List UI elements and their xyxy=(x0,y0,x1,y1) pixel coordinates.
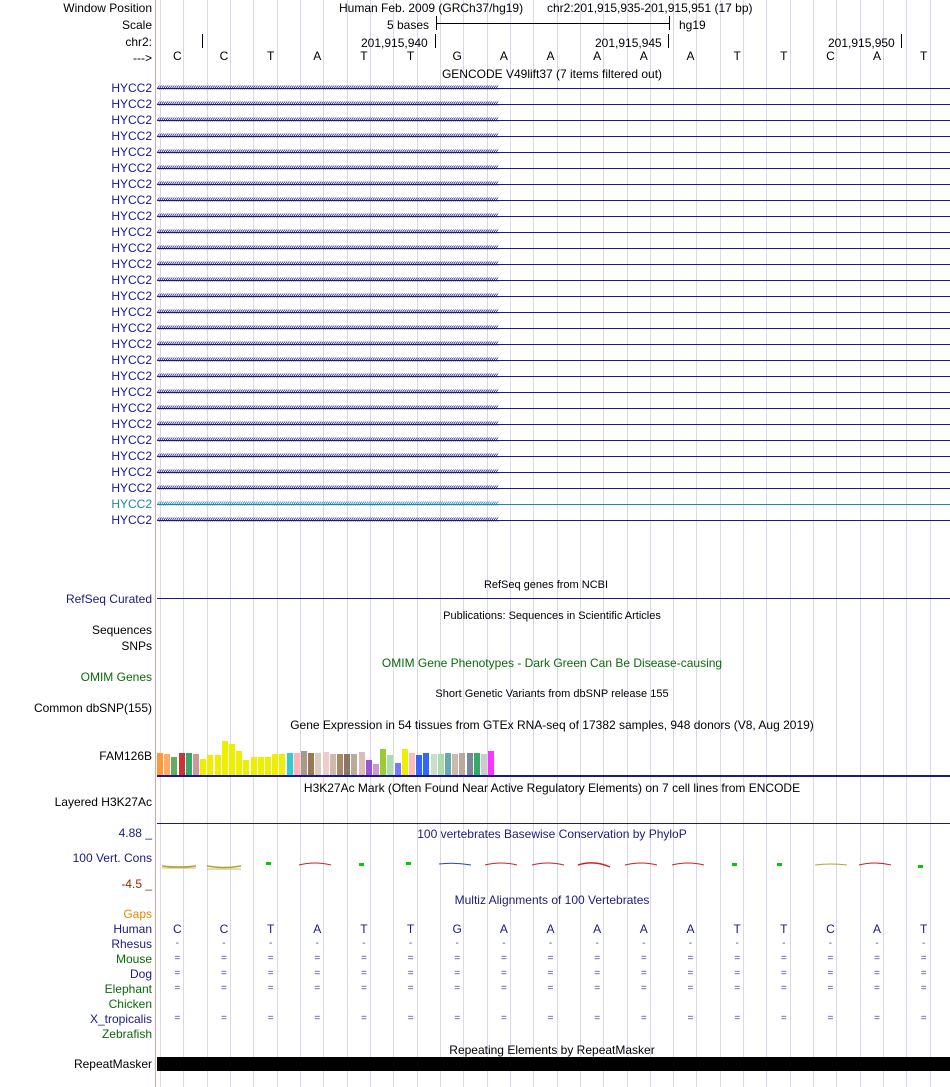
gencode-gene-label[interactable]: HYCC2 xyxy=(111,417,152,431)
gencode-gene-label[interactable]: HYCC2 xyxy=(111,401,152,415)
gtex-bar[interactable] xyxy=(481,754,487,775)
multiz-base: = xyxy=(920,1013,927,1024)
multiz-base: - xyxy=(782,938,786,949)
multiz-base: A xyxy=(686,922,695,936)
multiz-base: - xyxy=(502,938,506,949)
gencode-gene-label[interactable]: HYCC2 xyxy=(111,209,152,223)
multiz-base: A xyxy=(546,922,555,936)
multiz-base: = xyxy=(361,968,367,979)
gtex-bar[interactable] xyxy=(387,755,393,775)
multiz-species-label[interactable]: Mouse xyxy=(115,952,152,966)
multiz-base: T xyxy=(266,922,275,936)
multiz-base: = xyxy=(920,953,927,964)
gtex-bar[interactable] xyxy=(265,757,271,775)
multiz-base: C xyxy=(826,922,835,936)
repeatmasker-label[interactable]: RepeatMasker xyxy=(73,1057,152,1071)
base-letter: T xyxy=(360,49,368,63)
multiz-base: = xyxy=(314,1013,321,1024)
multiz-base: = xyxy=(734,968,741,979)
base-letter: T xyxy=(780,49,788,63)
gencode-transcript[interactable]: ‹‹‹‹‹‹‹‹‹‹‹‹‹‹‹‹‹‹‹‹‹‹‹‹‹‹‹‹‹‹‹‹‹‹‹‹‹‹‹‹‹‹‹‹‹‹‹‹‹‹‹‹‹‹‹‹‹‹‹‹‹‹‹‹‹‹‹‹‹‹‹‹‹‹‹‹‹‹‹‹‹‹‹‹‹‹‹‹‹‹‹‹‹‹‹‹‹‹‹‹‹‹‹‹‹‹‹‹‹‹‹‹‹‹‹‹‹‹‹‹‹‹‹‹‹‹‹‹‹‹‹‹‹‹‹‹‹‹‹‹‹‹‹‹‹‹‹‹‹‹‹‹‹‹‹‹‹‹‹‹ xyxy=(157,450,950,462)
multiz-base: = xyxy=(361,953,367,964)
multiz-base: = xyxy=(874,1013,880,1024)
gencode-transcript[interactable]: ‹‹‹‹‹‹‹‹‹‹‹‹‹‹‹‹‹‹‹‹‹‹‹‹‹‹‹‹‹‹‹‹‹‹‹‹‹‹‹‹‹‹‹‹‹‹‹‹‹‹‹‹‹‹‹‹‹‹‹‹‹‹‹‹‹‹‹‹‹‹‹‹‹‹‹‹‹‹‹‹‹‹‹‹‹‹‹‹‹‹‹‹‹‹‹‹‹‹‹‹‹‹‹‹‹‹‹‹‹‹‹‹‹‹‹‹‹‹‹‹‹‹‹‹‹‹‹‹‹‹‹‹‹‹‹‹‹‹‹‹‹‹‹‹‹‹‹‹‹‹‹‹‹‹‹‹‹‹‹‹ xyxy=(157,146,950,158)
multiz-base: - xyxy=(922,938,926,949)
multiz-base: - xyxy=(175,938,179,949)
multiz-base: = xyxy=(500,1013,507,1024)
base-letter: A xyxy=(499,49,508,63)
gtex-bar[interactable] xyxy=(395,763,401,775)
coord-tick xyxy=(668,34,669,48)
multiz-base: = xyxy=(407,968,414,979)
multiz-base: - xyxy=(222,938,226,949)
multiz-base: = xyxy=(687,968,694,979)
multiz-base: = xyxy=(640,1013,647,1024)
multiz-base: = xyxy=(547,1013,554,1024)
chrom-label: chr2: xyxy=(125,35,152,49)
multiz-base: - xyxy=(268,938,273,949)
gencode-gene-label[interactable]: HYCC2 xyxy=(111,177,152,191)
multiz-species-label[interactable]: Dog xyxy=(129,967,152,981)
gencode-transcript[interactable]: ‹‹‹‹‹‹‹‹‹‹‹‹‹‹‹‹‹‹‹‹‹‹‹‹‹‹‹‹‹‹‹‹‹‹‹‹‹‹‹‹‹‹‹‹‹‹‹‹‹‹‹‹‹‹‹‹‹‹‹‹‹‹‹‹‹‹‹‹‹‹‹‹‹‹‹‹‹‹‹‹‹‹‹‹‹‹‹‹‹‹‹‹‹‹‹‹‹‹‹‹‹‹‹‹‹‹‹‹‹‹‹‹‹‹‹‹‹‹‹‹‹‹‹‹‹‹‹‹‹‹‹‹‹‹‹‹‹‹‹‹‹‹‹‹‹‹‹‹‹‹‹‹‹‹‹‹‹‹‹‹ xyxy=(157,370,950,382)
gencode-transcript[interactable]: ‹‹‹‹‹‹‹‹‹‹‹‹‹‹‹‹‹‹‹‹‹‹‹‹‹‹‹‹‹‹‹‹‹‹‹‹‹‹‹‹‹‹‹‹‹‹‹‹‹‹‹‹‹‹‹‹‹‹‹‹‹‹‹‹‹‹‹‹‹‹‹‹‹‹‹‹‹‹‹‹‹‹‹‹‹‹‹‹‹‹‹‹‹‹‹‹‹‹‹‹‹‹‹‹‹‹‹‹‹‹‹‹‹‹‹‹‹‹‹‹‹‹‹‹‹‹‹‹‹‹‹‹‹‹‹‹‹‹‹‹‹‹‹‹‹‹‹‹‹‹‹‹‹‹‹‹‹‹‹‹ xyxy=(157,162,950,174)
repeatmasker-block[interactable] xyxy=(157,1057,950,1071)
gencode-transcript[interactable]: ‹‹‹‹‹‹‹‹‹‹‹‹‹‹‹‹‹‹‹‹‹‹‹‹‹‹‹‹‹‹‹‹‹‹‹‹‹‹‹‹‹‹‹‹‹‹‹‹‹‹‹‹‹‹‹‹‹‹‹‹‹‹‹‹‹‹‹‹‹‹‹‹‹‹‹‹‹‹‹‹‹‹‹‹‹‹‹‹‹‹‹‹‹‹‹‹‹‹‹‹‹‹‹‹‹‹‹‹‹‹‹‹‹‹‹‹‹‹‹‹‹‹‹‹‹‹‹‹‹‹‹‹‹‹‹‹‹‹‹‹‹‹‹‹‹‹‹‹‹‹‹‹‹‹‹‹‹‹‹‹ xyxy=(157,194,950,206)
gtex-bar[interactable] xyxy=(323,752,329,775)
multiz-gaps-label[interactable]: Gaps xyxy=(123,907,152,921)
multiz-base: = xyxy=(874,968,880,979)
gtex-bar[interactable] xyxy=(359,752,365,775)
gtex-bar[interactable] xyxy=(452,754,458,775)
gtex-bar[interactable] xyxy=(279,754,285,775)
gtex-bar[interactable] xyxy=(207,755,213,775)
gencode-title[interactable]: GENCODE V49lift37 (7 items filtered out) xyxy=(441,67,663,81)
multiz-base: = xyxy=(594,983,601,994)
base-letter: T xyxy=(266,49,275,63)
gencode-transcript[interactable]: ‹‹‹‹‹‹‹‹‹‹‹‹‹‹‹‹‹‹‹‹‹‹‹‹‹‹‹‹‹‹‹‹‹‹‹‹‹‹‹‹‹‹‹‹‹‹‹‹‹‹‹‹‹‹‹‹‹‹‹‹‹‹‹‹‹‹‹‹‹‹‹‹‹‹‹‹‹‹‹‹‹‹‹‹‹‹‹‹‹‹‹‹‹‹‹‹‹‹‹‹‹‹‹‹‹‹‹‹‹‹‹‹‹‹‹‹‹‹‹‹‹‹‹‹‹‹‹‹‹‹‹‹‹‹‹‹‹‹‹‹‹‹‹‹‹‹‹‹‹‹‹‹‹‹‹‹‹‹‹‹ xyxy=(157,290,950,302)
multiz-base: = xyxy=(827,1013,834,1024)
multiz-base: - xyxy=(362,938,366,949)
gtex-bar[interactable] xyxy=(157,753,163,775)
multiz-base: = xyxy=(454,968,461,979)
base-letter: T xyxy=(733,49,741,63)
gencode-gene-label[interactable]: HYCC2 xyxy=(111,113,152,127)
gencode-gene-label[interactable]: HYCC2 xyxy=(111,337,152,351)
coord-tick xyxy=(435,34,436,48)
multiz-base: A xyxy=(639,922,648,936)
gtex-bar[interactable] xyxy=(344,754,350,775)
gtex-bar[interactable] xyxy=(258,757,264,775)
publications-title[interactable]: Publications: Sequences in Scientific Articles xyxy=(443,610,661,622)
multiz-base: = xyxy=(407,953,414,964)
multiz-base: = xyxy=(267,983,274,994)
base-letter: T xyxy=(406,49,415,63)
gtex-bar[interactable] xyxy=(474,753,480,775)
multiz-base: = xyxy=(594,968,601,979)
multiz-base: = xyxy=(687,953,694,964)
gencode-gene-label[interactable]: HYCC2 xyxy=(111,289,152,303)
multiz-base: = xyxy=(640,953,647,964)
multiz-base: A xyxy=(873,922,882,936)
multiz-species-label[interactable]: Human xyxy=(113,922,152,936)
gtex-bar[interactable] xyxy=(308,753,314,775)
multiz-base: = xyxy=(361,983,367,994)
gencode-transcript[interactable]: ‹‹‹‹‹‹‹‹‹‹‹‹‹‹‹‹‹‹‹‹‹‹‹‹‹‹‹‹‹‹‹‹‹‹‹‹‹‹‹‹‹‹‹‹‹‹‹‹‹‹‹‹‹‹‹‹‹‹‹‹‹‹‹‹‹‹‹‹‹‹‹‹‹‹‹‹‹‹‹‹‹‹‹‹‹‹‹‹‹‹‹‹‹‹‹‹‹‹‹‹‹‹‹‹‹‹‹‹‹‹‹‹‹‹‹‹‹‹‹‹‹‹‹‹‹‹‹‹‹‹‹‹‹‹‹‹‹‹‹‹‹‹‹‹‹‹‹‹‹‹‹‹‹‹‹‹‹‹‹‹ xyxy=(157,210,950,222)
gtex-bar[interactable] xyxy=(467,753,473,775)
gencode-transcript[interactable]: ‹‹‹‹‹‹‹‹‹‹‹‹‹‹‹‹‹‹‹‹‹‹‹‹‹‹‹‹‹‹‹‹‹‹‹‹‹‹‹‹‹‹‹‹‹‹‹‹‹‹‹‹‹‹‹‹‹‹‹‹‹‹‹‹‹‹‹‹‹‹‹‹‹‹‹‹‹‹‹‹‹‹‹‹‹‹‹‹‹‹‹‹‹‹‹‹‹‹‹‹‹‹‹‹‹‹‹‹‹‹‹‹‹‹‹‹‹‹‹‹‹‹‹‹‹‹‹‹‹‹‹‹‹‹‹‹‹‹‹‹‹‹‹‹‹‹‹‹‹‹‹‹‹‹‹‹‹‹‹‹ xyxy=(157,434,950,446)
multiz-base: = xyxy=(267,953,274,964)
base-letter: A xyxy=(686,49,695,63)
gtex-bar[interactable] xyxy=(287,753,293,775)
h3k27ac-title[interactable]: H3K27Ac Mark (Often Found Near Active Regulatory Elements) on 7 cell lines from ENCODE xyxy=(303,781,801,795)
gtex-bar[interactable] xyxy=(402,749,408,775)
dbsnp-label[interactable]: Common dbSNP(155) xyxy=(33,701,152,715)
gtex-bar[interactable] xyxy=(164,754,170,775)
multiz-base: = xyxy=(174,983,181,994)
gencode-gene-label[interactable]: HYCC2 xyxy=(111,385,152,399)
gtex-bar[interactable] xyxy=(301,751,307,775)
gtex-bar[interactable] xyxy=(366,760,372,775)
gencode-gene-label[interactable]: HYCC2 xyxy=(111,81,152,95)
gencode-transcript[interactable]: ‹‹‹‹‹‹‹‹‹‹‹‹‹‹‹‹‹‹‹‹‹‹‹‹‹‹‹‹‹‹‹‹‹‹‹‹‹‹‹‹‹‹‹‹‹‹‹‹‹‹‹‹‹‹‹‹‹‹‹‹‹‹‹‹‹‹‹‹‹‹‹‹‹‹‹‹‹‹‹‹‹‹‹‹‹‹‹‹‹‹‹‹‹‹‹‹‹‹‹‹‹‹‹‹‹‹‹‹‹‹‹‹‹‹‹‹‹‹‹‹‹‹‹‹‹‹‹‹‹‹‹‹‹‹‹‹‹‹‹‹‹‹‹‹‹‹‹‹‹‹‹‹‹‹‹‹‹‹‹‹ xyxy=(157,386,950,398)
gtex-bar[interactable] xyxy=(193,754,199,775)
multiz-base: - xyxy=(735,938,739,949)
multiz-base: = xyxy=(407,983,414,994)
multiz-base: = xyxy=(827,983,834,994)
multiz-base: = xyxy=(920,968,927,979)
gencode-gene-label[interactable]: HYCC2 xyxy=(111,497,152,511)
multiz-base: = xyxy=(780,953,787,964)
omim-label[interactable]: OMIM Genes xyxy=(80,670,152,684)
multiz-base: = xyxy=(734,1013,741,1024)
multiz-base: T xyxy=(360,922,368,936)
gtex-bar[interactable] xyxy=(200,759,206,775)
gtex-bar[interactable] xyxy=(409,753,415,775)
gencode-gene-label[interactable]: HYCC2 xyxy=(111,97,152,111)
multiz-base: = xyxy=(314,968,321,979)
multiz-base: = xyxy=(920,983,927,994)
multiz-base: = xyxy=(594,1013,601,1024)
multiz-base: = xyxy=(547,953,554,964)
gencode-gene-label[interactable]: HYCC2 xyxy=(111,305,152,319)
multiz-species-label[interactable]: Chicken xyxy=(108,997,152,1011)
gencode-transcript[interactable]: ‹‹‹‹‹‹‹‹‹‹‹‹‹‹‹‹‹‹‹‹‹‹‹‹‹‹‹‹‹‹‹‹‹‹‹‹‹‹‹‹‹‹‹‹‹‹‹‹‹‹‹‹‹‹‹‹‹‹‹‹‹‹‹‹‹‹‹‹‹‹‹‹‹‹‹‹‹‹‹‹‹‹‹‹‹‹‹‹‹‹‹‹‹‹‹‹‹‹‹‹‹‹‹‹‹‹‹‹‹‹‹‹‹‹‹‹‹‹‹‹‹‹‹‹‹‹‹‹‹‹‹‹‹‹‹‹‹‹‹‹‹‹‹‹‹‹‹‹‹‹‹‹‹‹‹‹‹‹‹‹ xyxy=(157,482,950,494)
gtex-bar[interactable] xyxy=(222,741,228,775)
gencode-transcript[interactable]: ‹‹‹‹‹‹‹‹‹‹‹‹‹‹‹‹‹‹‹‹‹‹‹‹‹‹‹‹‹‹‹‹‹‹‹‹‹‹‹‹‹‹‹‹‹‹‹‹‹‹‹‹‹‹‹‹‹‹‹‹‹‹‹‹‹‹‹‹‹‹‹‹‹‹‹‹‹‹‹‹‹‹‹‹‹‹‹‹‹‹‹‹‹‹‹‹‹‹‹‹‹‹‹‹‹‹‹‹‹‹‹‹‹‹‹‹‹‹‹‹‹‹‹‹‹‹‹‹‹‹‹‹‹‹‹‹‹‹‹‹‹‹‹‹‹‹‹‹‹‹‹‹‹‹‹‹‹‹‹‹ xyxy=(157,354,950,366)
gencode-gene-label[interactable]: HYCC2 xyxy=(111,273,152,287)
multiz-base: C xyxy=(172,922,182,936)
multiz-base: = xyxy=(780,1013,787,1024)
gencode-transcript[interactable]: ‹‹‹‹‹‹‹‹‹‹‹‹‹‹‹‹‹‹‹‹‹‹‹‹‹‹‹‹‹‹‹‹‹‹‹‹‹‹‹‹‹‹‹‹‹‹‹‹‹‹‹‹‹‹‹‹‹‹‹‹‹‹‹‹‹‹‹‹‹‹‹‹‹‹‹‹‹‹‹‹‹‹‹‹‹‹‹‹‹‹‹‹‹‹‹‹‹‹‹‹‹‹‹‹‹‹‹‹‹‹‹‹‹‹‹‹‹‹‹‹‹‹‹‹‹‹‹‹‹‹‹‹‹‹‹‹‹‹‹‹‹‹‹‹‹‹‹‹‹‹‹‹‹‹‹‹‹‹‹‹ xyxy=(157,306,950,318)
refseq-label[interactable]: RefSeq Curated xyxy=(65,592,152,606)
gtex-bar[interactable] xyxy=(229,744,235,775)
multiz-base: = xyxy=(547,968,554,979)
multiz-base: = xyxy=(407,1013,414,1024)
scale-db: hg19 xyxy=(679,18,706,32)
multiz-base: T xyxy=(780,922,788,936)
gtex-bar[interactable] xyxy=(294,753,300,775)
gencode-gene-label[interactable]: HYCC2 xyxy=(111,145,152,159)
multiz-base: = xyxy=(500,953,507,964)
gencode-transcript[interactable]: ‹‹‹‹‹‹‹‹‹‹‹‹‹‹‹‹‹‹‹‹‹‹‹‹‹‹‹‹‹‹‹‹‹‹‹‹‹‹‹‹‹‹‹‹‹‹‹‹‹‹‹‹‹‹‹‹‹‹‹‹‹‹‹‹‹‹‹‹‹‹‹‹‹‹‹‹‹‹‹‹‹‹‹‹‹‹‹‹‹‹‹‹‹‹‹‹‹‹‹‹‹‹‹‹‹‹‹‹‹‹‹‹‹‹‹‹‹‹‹‹‹‹‹‹‹‹‹‹‹‹‹‹‹‹‹‹‹‹‹‹‹‹‹‹‹‹‹‹‹‹‹‹‹‹‹‹‹‹‹‹ xyxy=(157,322,950,334)
gtex-bar[interactable] xyxy=(251,757,257,775)
phylop-min: -4.5 _ xyxy=(121,877,152,891)
base-letter: A xyxy=(639,49,648,63)
multiz-base: T xyxy=(920,922,928,936)
assembly-label: Human Feb. 2009 (GRCh37/hg19) xyxy=(339,1,524,15)
gencode-transcript[interactable]: ‹‹‹‹‹‹‹‹‹‹‹‹‹‹‹‹‹‹‹‹‹‹‹‹‹‹‹‹‹‹‹‹‹‹‹‹‹‹‹‹‹‹‹‹‹‹‹‹‹‹‹‹‹‹‹‹‹‹‹‹‹‹‹‹‹‹‹‹‹‹‹‹‹‹‹‹‹‹‹‹‹‹‹‹‹‹‹‹‹‹‹‹‹‹‹‹‹‹‹‹‹‹‹‹‹‹‹‹‹‹‹‹‹‹‹‹‹‹‹‹‹‹‹‹‹‹‹‹‹‹‹‹‹‹‹‹‹‹‹‹‹‹‹‹‹‹‹‹‹‹‹‹‹‹‹‹‹‹‹‹ xyxy=(157,514,950,526)
gtex-bar[interactable] xyxy=(373,764,379,775)
multiz-base: = xyxy=(174,968,181,979)
multiz-base: = xyxy=(640,968,647,979)
multiz-base: = xyxy=(221,953,227,964)
multiz-base: = xyxy=(547,983,554,994)
omim-title[interactable]: OMIM Gene Phenotypes - Dark Green Can Be Disease-causing xyxy=(381,656,723,670)
base-letter: G xyxy=(452,49,462,63)
multiz-base: = xyxy=(640,983,647,994)
multiz-base: - xyxy=(688,938,693,949)
multiz-base: = xyxy=(221,1013,227,1024)
gencode-transcript[interactable]: ‹‹‹‹‹‹‹‹‹‹‹‹‹‹‹‹‹‹‹‹‹‹‹‹‹‹‹‹‹‹‹‹‹‹‹‹‹‹‹‹‹‹‹‹‹‹‹‹‹‹‹‹‹‹‹‹‹‹‹‹‹‹‹‹‹‹‹‹‹‹‹‹‹‹‹‹‹‹‹‹‹‹‹‹‹‹‹‹‹‹‹‹‹‹‹‹‹‹‹‹‹‹‹‹‹‹‹‹‹‹‹‹‹‹‹‹‹‹‹‹‹‹‹‹‹‹‹‹‹‹‹‹‹‹‹‹‹‹‹‹‹‹‹‹‹‹‹‹‹‹‹‹‹‹‹‹‹‹‹‹ xyxy=(157,242,950,254)
multiz-base: = xyxy=(454,953,461,964)
gtex-bar[interactable] xyxy=(315,753,321,775)
phylop-graph[interactable] xyxy=(157,855,950,875)
gtex-label[interactable]: FAM126B xyxy=(99,749,152,763)
gencode-gene-label[interactable]: HYCC2 xyxy=(111,433,152,447)
multiz-base: T xyxy=(406,922,415,936)
multiz-base: - xyxy=(595,938,599,949)
scale-bar-right xyxy=(669,16,670,30)
gtex-title[interactable]: Gene Expression in 54 tissues from GTEx RNA-seq of 17382 samples, 948 donors (V8, Aug 2019) xyxy=(290,718,814,732)
multiz-base: = xyxy=(314,953,321,964)
multiz-base: = xyxy=(267,1013,274,1024)
multiz-base: = xyxy=(221,983,227,994)
coord-label: 201,915,945 xyxy=(595,36,662,50)
coord-label: 201,915,950 xyxy=(828,36,895,50)
multiz-base: = xyxy=(827,968,834,979)
multiz-species-label[interactable]: X_tropicalis xyxy=(89,1012,152,1026)
gtex-bar[interactable] xyxy=(445,753,451,775)
phylop-title[interactable]: 100 vertebrates Basewise Conservation by PhyloP xyxy=(417,827,687,841)
gtex-bar[interactable] xyxy=(215,755,221,775)
scale-bar xyxy=(436,23,669,24)
gtex-bar[interactable] xyxy=(423,753,429,775)
multiz-base: - xyxy=(315,938,319,949)
gencode-gene-label[interactable]: HYCC2 xyxy=(111,353,152,367)
gtex-bar[interactable] xyxy=(488,751,494,775)
scale-label: Scale xyxy=(121,18,152,32)
multiz-base: = xyxy=(687,983,694,994)
multiz-base: = xyxy=(500,983,507,994)
gencode-transcript[interactable]: ‹‹‹‹‹‹‹‹‹‹‹‹‹‹‹‹‹‹‹‹‹‹‹‹‹‹‹‹‹‹‹‹‹‹‹‹‹‹‹‹‹‹‹‹‹‹‹‹‹‹‹‹‹‹‹‹‹‹‹‹‹‹‹‹‹‹‹‹‹‹‹‹‹‹‹‹‹‹‹‹‹‹‹‹‹‹‹‹‹‹‹‹‹‹‹‹‹‹‹‹‹‹‹‹‹‹‹‹‹‹‹‹‹‹‹‹‹‹‹‹‹‹‹‹‹‹‹‹‹‹‹‹‹‹‹‹‹‹‹‹‹‹‹‹‹‹‹‹‹‹‹‹‹‹‹‹‹‹‹‹ xyxy=(157,274,950,286)
multiz-base: A xyxy=(593,922,602,936)
gencode-transcript[interactable]: ‹‹‹‹‹‹‹‹‹‹‹‹‹‹‹‹‹‹‹‹‹‹‹‹‹‹‹‹‹‹‹‹‹‹‹‹‹‹‹‹‹‹‹‹‹‹‹‹‹‹‹‹‹‹‹‹‹‹‹‹‹‹‹‹‹‹‹‹‹‹‹‹‹‹‹‹‹‹‹‹‹‹‹‹‹‹‹‹‹‹‹‹‹‹‹‹‹‹‹‹‹‹‹‹‹‹‹‹‹‹‹‹‹‹‹‹‹‹‹‹‹‹‹‹‹‹‹‹‹‹‹‹‹‹‹‹‹‹‹‹‹‹‹‹‹‹‹‹‹‹‹‹‹‹‹‹‹‹‹‹ xyxy=(157,130,950,142)
gtex-bar[interactable] xyxy=(171,757,177,775)
multiz-base: = xyxy=(780,968,787,979)
scale-value: 5 bases xyxy=(387,18,430,32)
gtex-bar[interactable] xyxy=(272,754,278,775)
multiz-base: = xyxy=(221,968,227,979)
coord-tick xyxy=(202,34,203,48)
gencode-transcript[interactable]: ‹‹‹‹‹‹‹‹‹‹‹‹‹‹‹‹‹‹‹‹‹‹‹‹‹‹‹‹‹‹‹‹‹‹‹‹‹‹‹‹‹‹‹‹‹‹‹‹‹‹‹‹‹‹‹‹‹‹‹‹‹‹‹‹‹‹‹‹‹‹‹‹‹‹‹‹‹‹‹‹‹‹‹‹‹‹‹‹‹‹‹‹‹‹‹‹‹‹‹‹‹‹‹‹‹‹‹‹‹‹‹‹‹‹‹‹‹‹‹‹‹‹‹‹‹‹‹‹‹‹‹‹‹‹‹‹‹‹‹‹‹‹‹‹‹‹‹‹‹‹‹‹‹‹‹‹‹‹‹‹ xyxy=(157,498,950,510)
gtex-bar[interactable] xyxy=(416,755,422,775)
multiz-base: - xyxy=(548,938,553,949)
refseq-line[interactable] xyxy=(157,598,950,599)
multiz-base: = xyxy=(594,953,601,964)
gtex-bar[interactable] xyxy=(351,754,357,775)
coord-label: 201,915,940 xyxy=(361,36,428,50)
base-letter: T xyxy=(920,49,928,63)
multiz-base: - xyxy=(828,938,833,949)
gtex-bar[interactable] xyxy=(431,754,437,775)
multiz-base: = xyxy=(500,968,507,979)
multiz-base: = xyxy=(734,953,741,964)
multiz-species-label[interactable]: Zebrafish xyxy=(101,1027,152,1041)
gencode-gene-label[interactable]: HYCC2 xyxy=(111,193,152,207)
base-letter: C xyxy=(219,49,229,63)
gencode-transcript[interactable]: ‹‹‹‹‹‹‹‹‹‹‹‹‹‹‹‹‹‹‹‹‹‹‹‹‹‹‹‹‹‹‹‹‹‹‹‹‹‹‹‹‹‹‹‹‹‹‹‹‹‹‹‹‹‹‹‹‹‹‹‹‹‹‹‹‹‹‹‹‹‹‹‹‹‹‹‹‹‹‹‹‹‹‹‹‹‹‹‹‹‹‹‹‹‹‹‹‹‹‹‹‹‹‹‹‹‹‹‹‹‹‹‹‹‹‹‹‹‹‹‹‹‹‹‹‹‹‹‹‹‹‹‹‹‹‹‹‹‹‹‹‹‹‹‹‹‹‹‹‹‹‹‹‹‹‹‹‹‹‹‹ xyxy=(157,402,950,414)
multiz-base: A xyxy=(499,922,508,936)
gtex-bar[interactable] xyxy=(337,754,343,775)
refseq-title[interactable]: RefSeq genes from NCBI xyxy=(483,579,609,591)
multiz-base: - xyxy=(642,938,646,949)
multiz-base: = xyxy=(174,953,181,964)
multiz-base: G xyxy=(452,922,462,936)
base-letter: C xyxy=(172,49,182,63)
gencode-transcript[interactable]: ‹‹‹‹‹‹‹‹‹‹‹‹‹‹‹‹‹‹‹‹‹‹‹‹‹‹‹‹‹‹‹‹‹‹‹‹‹‹‹‹‹‹‹‹‹‹‹‹‹‹‹‹‹‹‹‹‹‹‹‹‹‹‹‹‹‹‹‹‹‹‹‹‹‹‹‹‹‹‹‹‹‹‹‹‹‹‹‹‹‹‹‹‹‹‹‹‹‹‹‹‹‹‹‹‹‹‹‹‹‹‹‹‹‹‹‹‹‹‹‹‹‹‹‹‹‹‹‹‹‹‹‹‹‹‹‹‹‹‹‹‹‹‹‹‹‹‹‹‹‹‹‹‹‹‹‹‹‹‹‹ xyxy=(157,338,950,350)
gencode-gene-label[interactable]: HYCC2 xyxy=(111,513,152,527)
multiz-species-label[interactable]: Elephant xyxy=(104,982,152,996)
gencode-transcript[interactable]: ‹‹‹‹‹‹‹‹‹‹‹‹‹‹‹‹‹‹‹‹‹‹‹‹‹‹‹‹‹‹‹‹‹‹‹‹‹‹‹‹‹‹‹‹‹‹‹‹‹‹‹‹‹‹‹‹‹‹‹‹‹‹‹‹‹‹‹‹‹‹‹‹‹‹‹‹‹‹‹‹‹‹‹‹‹‹‹‹‹‹‹‹‹‹‹‹‹‹‹‹‹‹‹‹‹‹‹‹‹‹‹‹‹‹‹‹‹‹‹‹‹‹‹‹‹‹‹‹‹‹‹‹‹‹‹‹‹‹‹‹‹‹‹‹‹‹‹‹‹‹‹‹‹‹‹‹‹‹‹‹ xyxy=(157,466,950,478)
multiz-base: = xyxy=(454,983,461,994)
multiz-species-label[interactable]: Rhesus xyxy=(111,937,152,951)
gencode-transcript[interactable]: ‹‹‹‹‹‹‹‹‹‹‹‹‹‹‹‹‹‹‹‹‹‹‹‹‹‹‹‹‹‹‹‹‹‹‹‹‹‹‹‹‹‹‹‹‹‹‹‹‹‹‹‹‹‹‹‹‹‹‹‹‹‹‹‹‹‹‹‹‹‹‹‹‹‹‹‹‹‹‹‹‹‹‹‹‹‹‹‹‹‹‹‹‹‹‹‹‹‹‹‹‹‹‹‹‹‹‹‹‹‹‹‹‹‹‹‹‹‹‹‹‹‹‹‹‹‹‹‹‹‹‹‹‹‹‹‹‹‹‹‹‹‹‹‹‹‹‹‹‹‹‹‹‹‹‹‹‹‹‹‹ xyxy=(157,114,950,126)
multiz-base: = xyxy=(780,983,787,994)
multiz-base: = xyxy=(361,1013,367,1024)
multiz-base: - xyxy=(875,938,879,949)
base-letter: C xyxy=(826,49,835,63)
multiz-base: - xyxy=(455,938,459,949)
publications-label-snps[interactable]: SNPs xyxy=(121,639,152,653)
gencode-gene-label[interactable]: HYCC2 xyxy=(111,481,152,495)
h3k27ac-label[interactable]: Layered H3K27Ac xyxy=(54,795,152,809)
gencode-gene-label[interactable]: HYCC2 xyxy=(111,257,152,271)
strand-label: ---> xyxy=(133,51,152,65)
dbsnp-title[interactable]: Short Genetic Variants from dbSNP release 155 xyxy=(435,688,669,700)
gencode-gene-label[interactable]: HYCC2 xyxy=(111,321,152,335)
multiz-base: - xyxy=(408,938,413,949)
multiz-base: T xyxy=(733,922,741,936)
multiz-base: C xyxy=(219,922,229,936)
gencode-transcript[interactable]: ‹‹‹‹‹‹‹‹‹‹‹‹‹‹‹‹‹‹‹‹‹‹‹‹‹‹‹‹‹‹‹‹‹‹‹‹‹‹‹‹‹‹‹‹‹‹‹‹‹‹‹‹‹‹‹‹‹‹‹‹‹‹‹‹‹‹‹‹‹‹‹‹‹‹‹‹‹‹‹‹‹‹‹‹‹‹‹‹‹‹‹‹‹‹‹‹‹‹‹‹‹‹‹‹‹‹‹‹‹‹‹‹‹‹‹‹‹‹‹‹‹‹‹‹‹‹‹‹‹‹‹‹‹‹‹‹‹‹‹‹‹‹‹‹‹‹‹‹‹‹‹‹‹‹‹‹‹‹‹‹ xyxy=(157,418,950,430)
gencode-transcript[interactable]: ‹‹‹‹‹‹‹‹‹‹‹‹‹‹‹‹‹‹‹‹‹‹‹‹‹‹‹‹‹‹‹‹‹‹‹‹‹‹‹‹‹‹‹‹‹‹‹‹‹‹‹‹‹‹‹‹‹‹‹‹‹‹‹‹‹‹‹‹‹‹‹‹‹‹‹‹‹‹‹‹‹‹‹‹‹‹‹‹‹‹‹‹‹‹‹‹‹‹‹‹‹‹‹‹‹‹‹‹‹‹‹‹‹‹‹‹‹‹‹‹‹‹‹‹‹‹‹‹‹‹‹‹‹‹‹‹‹‹‹‹‹‹‹‹‹‹‹‹‹‹‹‹‹‹‹‹‹‹‹‹ xyxy=(157,98,950,110)
multiz-base: = xyxy=(174,1013,181,1024)
h3k27ac-line xyxy=(157,823,950,824)
gtex-bar[interactable] xyxy=(438,754,444,775)
gencode-gene-label[interactable]: HYCC2 xyxy=(111,465,152,479)
position-label[interactable]: chr2:201,915,935-201,915,951 (17 bp) xyxy=(547,1,753,15)
multiz-base: = xyxy=(874,983,880,994)
multiz-base: A xyxy=(313,922,322,936)
gencode-gene-label[interactable]: HYCC2 xyxy=(111,225,152,239)
coord-tick xyxy=(901,34,902,48)
base-letter: A xyxy=(546,49,555,63)
base-letter: A xyxy=(873,49,882,63)
multiz-title[interactable]: Multiz Alignments of 100 Vertebrates xyxy=(454,893,650,907)
gencode-transcript[interactable]: ‹‹‹‹‹‹‹‹‹‹‹‹‹‹‹‹‹‹‹‹‹‹‹‹‹‹‹‹‹‹‹‹‹‹‹‹‹‹‹‹‹‹‹‹‹‹‹‹‹‹‹‹‹‹‹‹‹‹‹‹‹‹‹‹‹‹‹‹‹‹‹‹‹‹‹‹‹‹‹‹‹‹‹‹‹‹‹‹‹‹‹‹‹‹‹‹‹‹‹‹‹‹‹‹‹‹‹‹‹‹‹‹‹‹‹‹‹‹‹‹‹‹‹‹‹‹‹‹‹‹‹‹‹‹‹‹‹‹‹‹‹‹‹‹‹‹‹‹‹‹‹‹‹‹‹‹‹‹‹‹ xyxy=(157,258,950,270)
multiz-base: = xyxy=(734,983,741,994)
gencode-transcript[interactable]: ‹‹‹‹‹‹‹‹‹‹‹‹‹‹‹‹‹‹‹‹‹‹‹‹‹‹‹‹‹‹‹‹‹‹‹‹‹‹‹‹‹‹‹‹‹‹‹‹‹‹‹‹‹‹‹‹‹‹‹‹‹‹‹‹‹‹‹‹‹‹‹‹‹‹‹‹‹‹‹‹‹‹‹‹‹‹‹‹‹‹‹‹‹‹‹‹‹‹‹‹‹‹‹‹‹‹‹‹‹‹‹‹‹‹‹‹‹‹‹‹‹‹‹‹‹‹‹‹‹‹‹‹‹‹‹‹‹‹‹‹‹‹‹‹‹‹‹‹‹‹‹‹‹‹‹‹‹‹‹‹ xyxy=(157,82,950,94)
gtex-bar[interactable] xyxy=(179,753,185,775)
gtex-baseline xyxy=(157,775,950,777)
gtex-bar[interactable] xyxy=(243,760,249,775)
gtex-bar[interactable] xyxy=(459,753,465,775)
publications-label-sequences[interactable]: Sequences xyxy=(91,623,152,637)
base-letter: A xyxy=(313,49,322,63)
base-letter: A xyxy=(593,49,602,63)
gtex-bar[interactable] xyxy=(186,753,192,775)
phylop-max: 4.88 _ xyxy=(118,826,152,840)
gtex-bar[interactable] xyxy=(330,754,336,775)
gencode-gene-label[interactable]: HYCC2 xyxy=(111,129,152,143)
phylop-label[interactable]: 100 Vert. Cons xyxy=(72,851,152,865)
multiz-base: = xyxy=(267,968,274,979)
gencode-gene-label[interactable]: HYCC2 xyxy=(111,161,152,175)
gencode-gene-label[interactable]: HYCC2 xyxy=(111,369,152,383)
multiz-base: = xyxy=(687,1013,694,1024)
gencode-transcript[interactable]: ‹‹‹‹‹‹‹‹‹‹‹‹‹‹‹‹‹‹‹‹‹‹‹‹‹‹‹‹‹‹‹‹‹‹‹‹‹‹‹‹‹‹‹‹‹‹‹‹‹‹‹‹‹‹‹‹‹‹‹‹‹‹‹‹‹‹‹‹‹‹‹‹‹‹‹‹‹‹‹‹‹‹‹‹‹‹‹‹‹‹‹‹‹‹‹‹‹‹‹‹‹‹‹‹‹‹‹‹‹‹‹‹‹‹‹‹‹‹‹‹‹‹‹‹‹‹‹‹‹‹‹‹‹‹‹‹‹‹‹‹‹‹‹‹‹‹‹‹‹‹‹‹‹‹‹‹‹‹‹‹ xyxy=(157,226,950,238)
multiz-base: = xyxy=(874,953,880,964)
multiz-base: = xyxy=(314,983,321,994)
repeatmasker-title[interactable]: Repeating Elements by RepeatMasker xyxy=(449,1043,655,1057)
gencode-gene-label[interactable]: HYCC2 xyxy=(111,449,152,463)
multiz-base: = xyxy=(454,1013,461,1024)
gtex-bar[interactable] xyxy=(236,751,242,775)
window-position-label: Window Position xyxy=(63,1,152,15)
multiz-base: = xyxy=(827,953,834,964)
gencode-transcript[interactable]: ‹‹‹‹‹‹‹‹‹‹‹‹‹‹‹‹‹‹‹‹‹‹‹‹‹‹‹‹‹‹‹‹‹‹‹‹‹‹‹‹‹‹‹‹‹‹‹‹‹‹‹‹‹‹‹‹‹‹‹‹‹‹‹‹‹‹‹‹‹‹‹‹‹‹‹‹‹‹‹‹‹‹‹‹‹‹‹‹‹‹‹‹‹‹‹‹‹‹‹‹‹‹‹‹‹‹‹‹‹‹‹‹‹‹‹‹‹‹‹‹‹‹‹‹‹‹‹‹‹‹‹‹‹‹‹‹‹‹‹‹‹‹‹‹‹‹‹‹‹‹‹‹‹‹‹‹‹‹‹‹ xyxy=(157,178,950,190)
gencode-gene-label[interactable]: HYCC2 xyxy=(111,241,152,255)
gtex-bar[interactable] xyxy=(380,749,386,775)
